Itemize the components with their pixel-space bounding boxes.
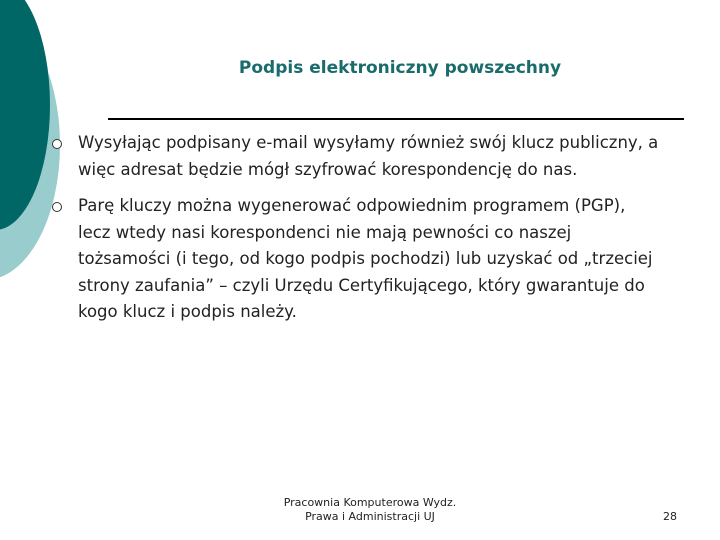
bullet-text: Wysyłając podpisany e-mail wysyłamy również swój klucz publiczny, a więc adresat będzie mógł szyfrować korespondencję do nas. [78,133,659,179]
bullet-list [50,130,660,336]
slide-title: Podpis elektroniczny powszechny [238,58,562,78]
footer-line-1: Pracownia Komputerowa Wydz. [283,496,457,509]
bullet-item [50,193,660,326]
page-number: 28 [663,510,677,523]
bullet-circle-icon [52,202,62,212]
footer-line-2: Prawa i Administracji UJ [305,510,435,523]
footer [210,496,530,524]
bullet-text: Parę kluczy można wygenerować odpowiednim programem (PGP), lecz wtedy nasi korespondenci nie mają pewności co naszej tożsamości (i tego, od kogo podpis pochodzi) lub uzyskać od „trzeciej strony zaufania” – czyli Urzędu Certyfikującego, który gwarantuje do kogo klucz i podpis należy. [78,196,653,321]
bullet-item [50,130,660,183]
title-underline [108,118,684,120]
bullet-circle-icon [52,139,62,149]
